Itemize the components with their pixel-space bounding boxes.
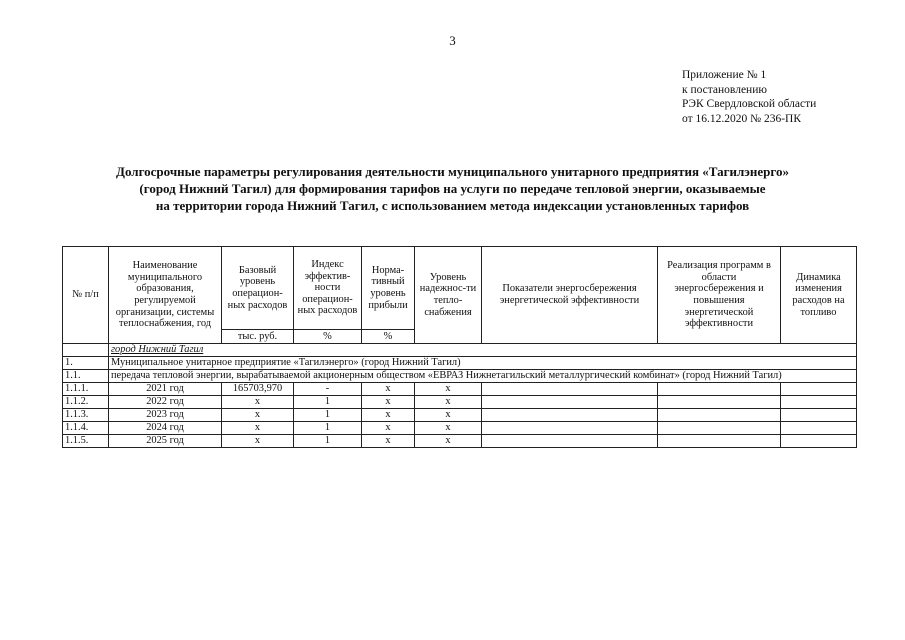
row-reliability: х [415, 434, 482, 447]
row-norm: х [362, 382, 415, 395]
row-num: 1.1.4. [63, 421, 109, 434]
row-energy [482, 408, 658, 421]
row-index: - [294, 382, 362, 395]
page-number: 3 [449, 33, 456, 48]
row-base: х [222, 434, 294, 447]
sub-row [63, 370, 857, 383]
title-line: Долгосрочные параметры регулирования деятельности муниципального унитарного предприятия «Тагилэнерго» [116, 164, 789, 179]
row-programs [658, 421, 781, 434]
org-name: Муниципальное унитарное предприятие «Тагилэнерго» (город Нижний Тагил) [109, 357, 857, 370]
row-norm: х [362, 421, 415, 434]
row-energy [482, 395, 658, 408]
row-index: 1 [294, 395, 362, 408]
table-row [63, 434, 857, 447]
row-year: 2021 год [109, 382, 222, 395]
unit-index: % [294, 330, 362, 344]
row-num: 1.1.1. [63, 382, 109, 395]
appendix-line: РЭК Свердловской области [682, 98, 817, 110]
row-reliability: х [415, 382, 482, 395]
appendix-line: Приложение № 1 [682, 69, 767, 81]
header-num: № п/п [63, 247, 109, 344]
row-fuel [781, 408, 857, 421]
header-reliability: Уровень надежнос-ти тепло-снабжения [415, 247, 482, 344]
row-index: 1 [294, 421, 362, 434]
row-norm: х [362, 434, 415, 447]
header-norm: Норма-тивный уровень прибыли [362, 247, 415, 330]
row-base: х [222, 408, 294, 421]
row-year: 2023 год [109, 408, 222, 421]
row-energy [482, 434, 658, 447]
header-base: Базовый уровень операцион-ных расходов [222, 247, 294, 330]
sub-num: 1.1. [63, 370, 109, 383]
row-fuel [781, 434, 857, 447]
row-reliability: х [415, 408, 482, 421]
row-base: х [222, 421, 294, 434]
table-row [63, 408, 857, 421]
row-programs [658, 434, 781, 447]
table-row [63, 382, 857, 395]
row-num: 1.1.2. [63, 395, 109, 408]
title-line: на территории города Нижний Тагил, с использованием метода индексации установленных тарифов [155, 198, 750, 213]
appendix-block [682, 68, 816, 126]
row-reliability: х [415, 421, 482, 434]
unit-norm: % [362, 330, 415, 344]
row-programs [658, 395, 781, 408]
org-row [63, 357, 857, 370]
row-fuel [781, 421, 857, 434]
appendix-line: от 16.12.2020 № 236-ПК [682, 112, 802, 125]
document-title [40, 163, 865, 214]
row-norm: х [362, 395, 415, 408]
header-fuel: Динамика изменения расходов на топливо [781, 247, 857, 344]
org-num: 1. [63, 357, 109, 370]
row-programs [658, 382, 781, 395]
row-energy [482, 382, 658, 395]
row-year: 2024 год [109, 421, 222, 434]
appendix-line: к постановлению [682, 83, 767, 96]
row-base: х [222, 395, 294, 408]
table-row [63, 421, 857, 434]
table-row [63, 395, 857, 408]
section-label: город Нижний Тагил [109, 344, 857, 357]
row-index: 1 [294, 408, 362, 421]
header-programs: Реализация программ в области энергосбережения и повышения энергетической эффективности [658, 247, 781, 344]
row-energy [482, 421, 658, 434]
section-row [63, 344, 857, 357]
row-norm: х [362, 408, 415, 421]
header-row [63, 247, 857, 330]
row-reliability: х [415, 395, 482, 408]
row-programs [658, 408, 781, 421]
header-energy: Показатели энергосбережения энергетической эффективности [482, 247, 658, 344]
unit-base: тыс. руб. [222, 330, 294, 344]
row-num: 1.1.5. [63, 434, 109, 447]
sub-name: передача тепловой энергии, вырабатываемой акционерным обществом «ЕВРАЗ Нижнетагильский металлургический комбинат» (город Нижний Тагил) [109, 370, 857, 383]
row-fuel [781, 395, 857, 408]
row-num: 1.1.3. [63, 408, 109, 421]
header-index: Индекс эффектив-ности операцион-ных расходов [294, 247, 362, 330]
header-name: Наименование муниципального образования, регулируемой организации, системы теплоснабжения, год [109, 247, 222, 344]
row-fuel [781, 382, 857, 395]
row-index: 1 [294, 434, 362, 447]
row-year: 2025 год [109, 434, 222, 447]
title-line: (город Нижний Тагил) для формирования тарифов на услуги по передаче тепловой энергии, оказываемые [139, 181, 766, 196]
row-year: 2022 год [109, 395, 222, 408]
row-base: 165703,970 [222, 382, 294, 395]
parameters-table [62, 246, 857, 448]
